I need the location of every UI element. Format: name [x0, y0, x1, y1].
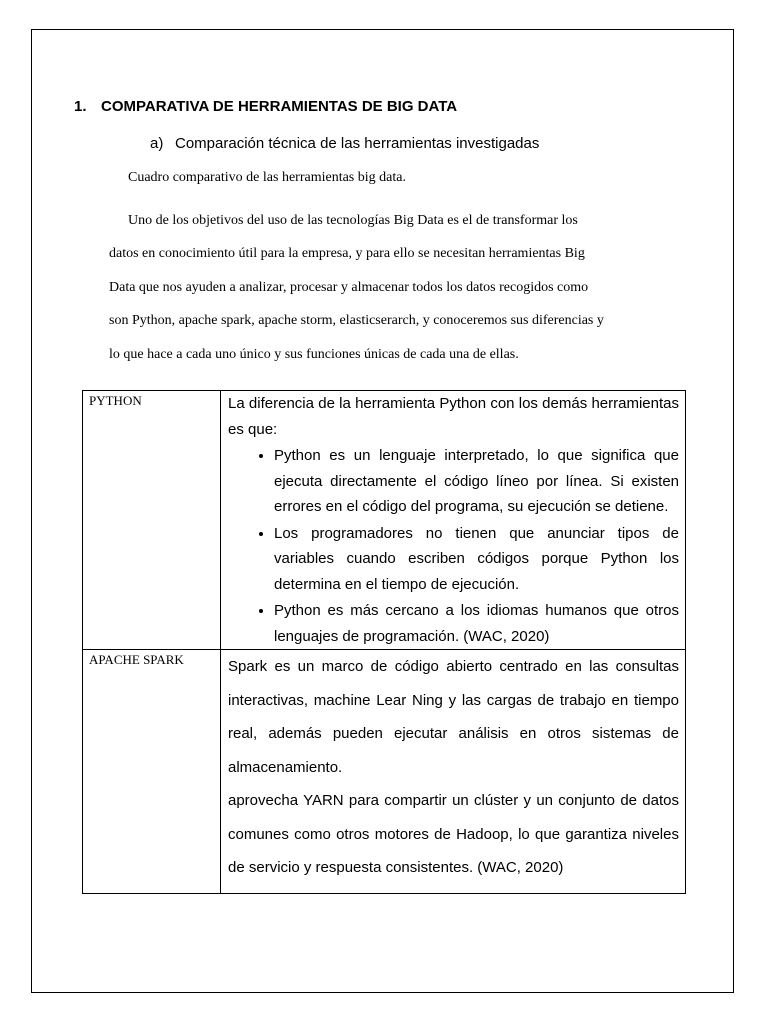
- spark-paragraph: aprovecha YARN para compartir un clúster y un conjunto de datos comunes como otros motores de Hadoop, lo que garantiza niveles de servicio y respuesta consistentes. (WAC, 2020): [228, 792, 679, 876]
- table-row-spark: [83, 650, 686, 894]
- subsection-title: Comparación técnica de las herramientas investigadas: [175, 135, 540, 152]
- table-caption: Cuadro comparativo de las herramientas big data.: [128, 170, 406, 185]
- python-bullet: • Los programadores no tienen que anunciar tipos de variables cuando escriben códigos porque Python los determina en el tiempo de ejecución.: [274, 521, 679, 598]
- tool-description-spark: [221, 650, 686, 894]
- python-bullet-list: [228, 443, 679, 649]
- subsection-marker: a): [150, 135, 164, 152]
- python-intro: La diferencia de la herramienta Python con los demás herramientas es que:: [228, 395, 679, 438]
- python-bullet: • Python es más cercano a los idiomas humanos que otros lenguajes de programación. (WAC, 2020): [274, 598, 679, 649]
- tool-description-python: [221, 391, 686, 650]
- section-number: 1.: [74, 98, 87, 115]
- section-heading: [74, 98, 457, 115]
- subsection-heading: [150, 135, 539, 152]
- intro-line: Data que nos ayuden a analizar, procesar y almacenar todos los datos recogidos como: [109, 280, 589, 295]
- tool-name-python: PYTHON: [83, 391, 221, 650]
- spark-paragraph: Spark es un marco de código abierto centrado en las consultas interactivas, machine Lear Ning y las cargas de trabajo en tiempo real, además pueden ejecutar análisis en otros sistemas de almacenamiento.: [228, 658, 679, 776]
- python-bullet: • Python es un lenguaje interpretado, lo que significa que ejecuta directamente el código líneo por línea. Si existen errores en el código del programa, su ejecución se detiene.: [274, 443, 679, 520]
- intro-line: lo que hace a cada uno único y sus funciones únicas de cada una de ellas.: [109, 347, 519, 362]
- intro-line: son Python, apache spark, apache storm, elasticserarch, y conoceremos sus diferencias y: [109, 313, 604, 328]
- comparison-table: [82, 390, 686, 894]
- intro-line: datos en conocimiento útil para la empresa, y para ello se necesitan herramientas Big: [109, 246, 585, 261]
- section-title: COMPARATIVA DE HERRAMIENTAS DE BIG DATA: [101, 98, 458, 115]
- intro-line: Uno de los objetivos del uso de las tecnologías Big Data es el de transformar los: [128, 213, 578, 228]
- table-row-python: [83, 391, 686, 650]
- tool-name-spark: APACHE SPARK: [83, 650, 221, 894]
